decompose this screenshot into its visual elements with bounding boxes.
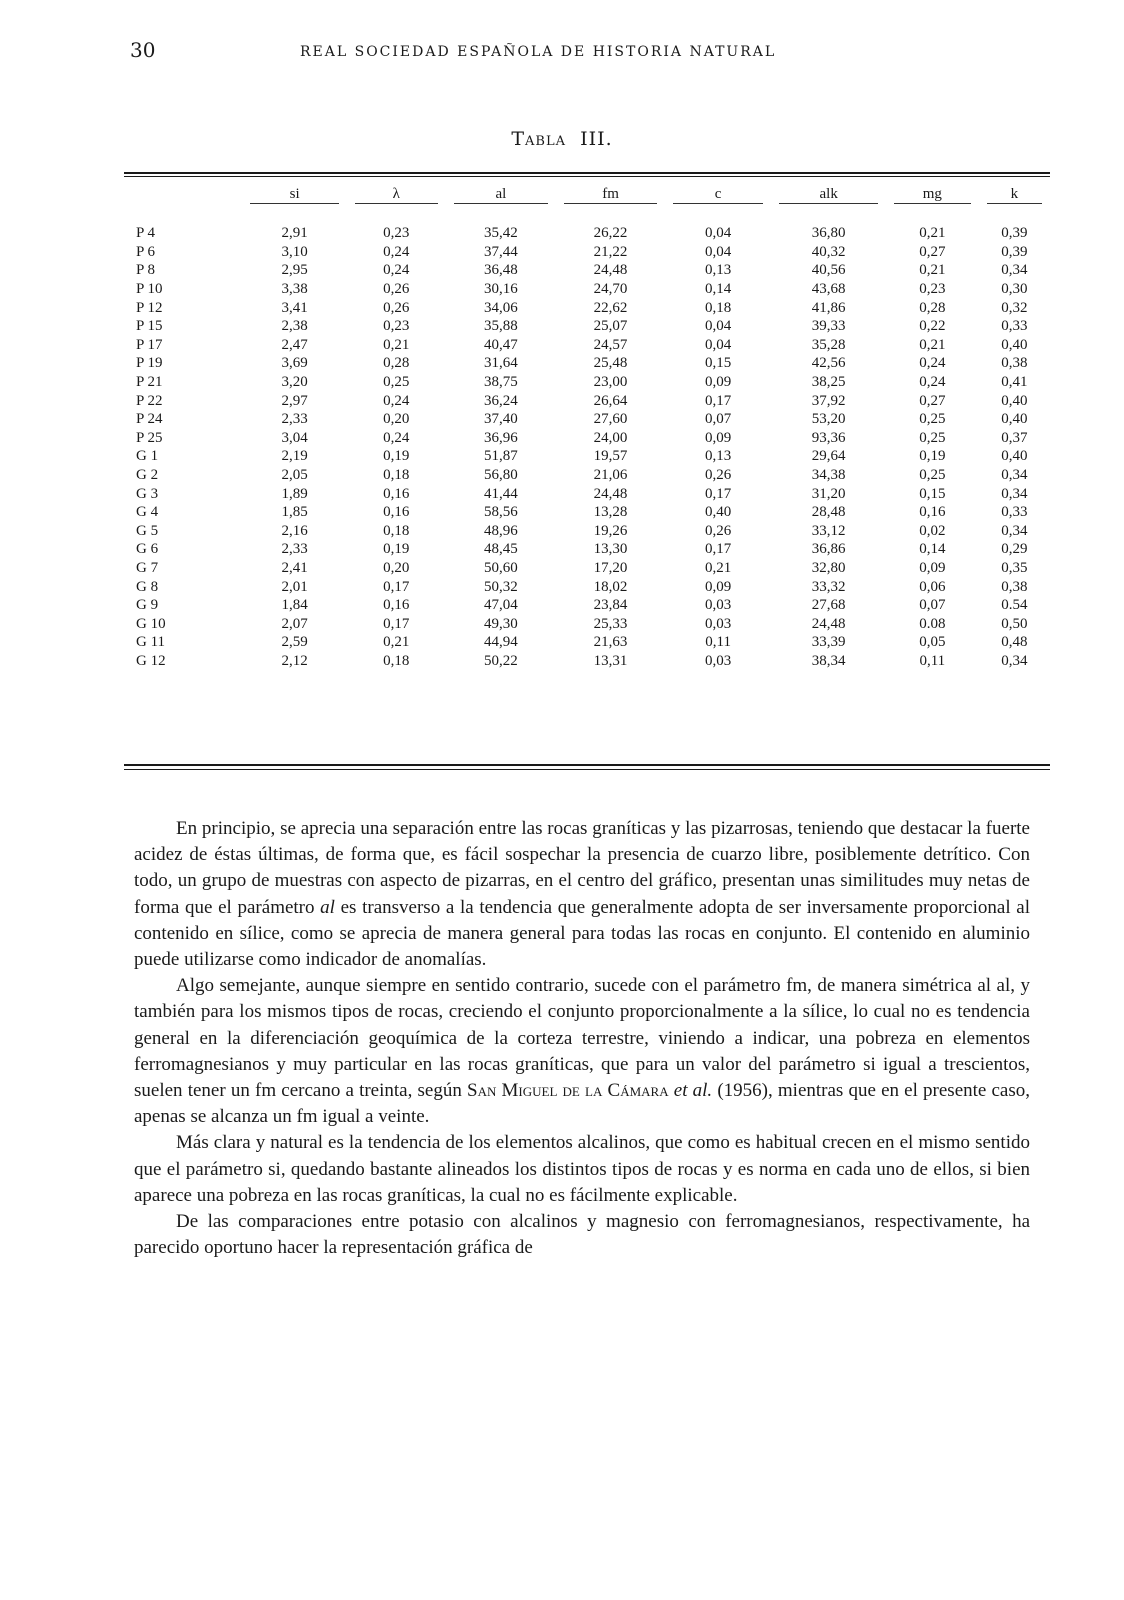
table-cell: 0.54: [1001, 597, 1028, 614]
table-cell: 0,20: [383, 411, 410, 428]
table-cell: 0,18: [383, 522, 410, 539]
table-cell: 0,25: [383, 374, 410, 391]
table-cell: 40,47: [484, 336, 518, 353]
table-cell: 0,32: [1001, 299, 1028, 316]
table-cell: 13,28: [593, 504, 628, 521]
row-label: G 5: [136, 522, 159, 539]
table-cell: 0,14: [919, 541, 946, 558]
table-top-rule-thin: [124, 176, 1050, 177]
table-cell: 25,07: [593, 318, 628, 335]
table-cell: 3,20: [281, 374, 308, 391]
table-cell: 36,48: [484, 262, 518, 279]
table-cell: 2,41: [281, 559, 308, 576]
row-label: G 8: [136, 578, 159, 595]
table-row: [124, 391, 1050, 410]
table-row: [124, 577, 1050, 596]
row-label: G 10: [136, 615, 166, 632]
table-cell: 0,19: [383, 541, 410, 558]
table-row: [124, 298, 1050, 317]
table-row: [124, 410, 1050, 429]
table-cell: 50,32: [484, 578, 518, 595]
table-cell: 0,17: [705, 485, 732, 502]
table-cell: 30,16: [484, 281, 518, 298]
table-cell: 33,32: [811, 578, 846, 595]
table-cell: 0,23: [919, 281, 946, 298]
table-row: [124, 243, 1050, 262]
table-row: [124, 503, 1050, 522]
table-cell: 0,03: [705, 615, 732, 632]
table-cell: 33,39: [811, 634, 846, 651]
table-cell: 0,06: [919, 578, 946, 595]
table-cell: 0,09: [919, 559, 946, 576]
table-cell: 27,68: [811, 597, 846, 614]
table-cell: 44,94: [484, 634, 518, 651]
table-top-rule: [124, 172, 1050, 174]
row-label: G 12: [136, 652, 166, 669]
table-cell: 0,30: [1001, 281, 1028, 298]
table-cell: 0,21: [919, 225, 946, 242]
table-cell: 24,48: [593, 262, 628, 279]
table-cell: 0,09: [705, 578, 732, 595]
row-label: P 24: [136, 411, 163, 428]
table-cell: 0,09: [705, 429, 732, 446]
table-cell: 37,92: [811, 392, 846, 409]
table-cell: 0,24: [919, 374, 946, 391]
column-header: alk: [771, 180, 886, 210]
row-label: G 9: [136, 597, 159, 614]
table-cell: 0,40: [1001, 411, 1028, 428]
table-cell: 48,45: [484, 541, 518, 558]
page-header: [0, 38, 1124, 68]
table-cell: 24,00: [593, 429, 628, 446]
table-cell: 0,38: [1001, 578, 1028, 595]
table-cell: 0,13: [705, 262, 732, 279]
table-cell: 28,48: [811, 504, 846, 521]
table-cell: 26,22: [593, 225, 628, 242]
table-title-initial: T: [511, 128, 526, 150]
table-cell: 0,27: [919, 392, 946, 409]
table-cell: 0,24: [383, 243, 410, 260]
table-cell: 0,07: [919, 597, 946, 614]
row-label: G 11: [136, 634, 166, 651]
table-cell: 0,24: [383, 392, 410, 409]
table-cell: 0,23: [383, 225, 410, 242]
data-table: [124, 180, 1050, 670]
column-header: al: [446, 180, 557, 210]
table-cell: 0,26: [383, 281, 410, 298]
table-cell: 47,04: [484, 597, 518, 614]
table-cell: 24,48: [593, 485, 628, 502]
table-cell: 0,27: [919, 243, 946, 260]
column-header: mg: [886, 180, 979, 210]
table-cell: 0,09: [705, 374, 732, 391]
table-cell: 24,70: [593, 281, 628, 298]
table-cell: 0,22: [919, 318, 946, 335]
table-cell: 2,38: [281, 318, 308, 335]
table-cell: 33,12: [811, 522, 846, 539]
table-cell: 48,96: [484, 522, 518, 539]
italic-et-al: et al.: [673, 1080, 713, 1102]
table-cell: 0,40: [1001, 448, 1028, 465]
header-label-cell: [124, 180, 242, 210]
table-cell: 2,12: [281, 652, 308, 669]
table-cell: 1,85: [281, 504, 308, 521]
table-cell: 0,17: [383, 578, 410, 595]
table-cell: 0,13: [705, 448, 732, 465]
column-header: si: [242, 180, 347, 210]
table-cell: 19,26: [593, 522, 628, 539]
italic-term: al: [320, 896, 335, 918]
table-cell: 3,69: [281, 355, 308, 372]
row-label: G 6: [136, 541, 159, 558]
table-cell: 43,68: [811, 281, 846, 298]
table-row: [124, 317, 1050, 336]
paragraph-1: En principio, se aprecia una separación entre las rocas graníticas y las pizarrosas, teniendo que destacar la fuerte acidez de éstas últimas, de forma que, es fácil sospechar la presencia de cuarzo libre, posiblemente detrítico. Con todo, un grupo de muestras con aspecto de pizarras, en el centro del gráfico, presentan unas similitudes muy netas de forma que el parámetro al es transverso a la tendencia que generalmente adopta de ser inversamente proporcional al contenido en sílice, como se aprecia de manera general para todas las rocas en conjunto. El contenido en aluminio puede utilizarse como indicador de anomalías.: [134, 818, 1030, 971]
table-cell: 31,64: [484, 355, 518, 372]
table-cell: 50,22: [484, 652, 518, 669]
table-cell: 0,04: [705, 336, 732, 353]
table-cell: 24,57: [593, 336, 628, 353]
table-cell: 3,04: [281, 429, 308, 446]
table-cell: 0,17: [705, 392, 732, 409]
table-cell: 0,40: [1001, 336, 1028, 353]
table-cell: 0,24: [383, 429, 410, 446]
table-cell: 34,06: [484, 299, 518, 316]
table-row: [124, 224, 1050, 243]
table-title: [0, 128, 1124, 150]
column-header: fm: [556, 180, 665, 210]
table-cell: 50,60: [484, 559, 518, 576]
table-cell: 0,02: [919, 522, 946, 539]
table-row: [124, 540, 1050, 559]
table-row: [124, 466, 1050, 485]
table-cell: 36,96: [484, 429, 518, 446]
table-cell: 35,28: [811, 336, 846, 353]
table-cell: 0,17: [383, 615, 410, 632]
table-cell: 0,21: [705, 559, 732, 576]
table-cell: 0,41: [1001, 374, 1028, 391]
table-cell: 0,18: [383, 652, 410, 669]
table-cell: 34,38: [811, 467, 846, 484]
table-cell: 35,42: [484, 225, 518, 242]
table-cell: 0,21: [919, 336, 946, 353]
table-row: [124, 596, 1050, 615]
table-cell: 0,19: [919, 448, 946, 465]
table-cell: 2,47: [281, 336, 308, 353]
table-cell: 0,34: [1001, 485, 1028, 502]
table-cell: 31,20: [811, 485, 846, 502]
table-cell: 0,21: [383, 634, 410, 651]
table-cell: 2,97: [281, 392, 308, 409]
table-cell: 22,62: [593, 299, 628, 316]
table-cell: 0,16: [919, 504, 946, 521]
table-cell: 2,91: [281, 225, 308, 242]
table-cell: 2,59: [281, 634, 308, 651]
table-cell: 0,34: [1001, 522, 1028, 539]
table-cell: 2,16: [281, 522, 308, 539]
table-cell: 21,63: [593, 634, 628, 651]
table-cell: 36,80: [811, 225, 846, 242]
table-body: [124, 210, 1050, 670]
table-cell: 0,26: [705, 522, 732, 539]
table-cell: 53,20: [811, 411, 846, 428]
table-cell: 1,84: [281, 597, 308, 614]
table-cell: 0,37: [1001, 429, 1028, 446]
table-cell: 0,04: [705, 318, 732, 335]
paragraph-3: Más clara y natural es la tendencia de los elementos alcalinos, que como es habitual crecen en el mismo sentido que el parámetro si, quedando bastante alineados los distintos tipos de rocas y es norma en cada uno de ellos, si bien aparece una pobreza en las rocas graníticas, la cual no es fácilmente explicable.: [134, 1132, 1030, 1206]
row-label: P 6: [136, 243, 156, 260]
table-cell: 13,31: [593, 652, 628, 669]
table-cell: 0,16: [383, 504, 410, 521]
table-cell: 38,25: [811, 374, 846, 391]
table-cell: 93,36: [811, 429, 846, 446]
table-cell: 2,07: [281, 615, 308, 632]
row-label: G 2: [136, 467, 159, 484]
table-cell: 0,34: [1001, 262, 1028, 279]
table-row: [124, 354, 1050, 373]
table-header-row: [124, 180, 1050, 210]
table-row: [124, 559, 1050, 578]
table-cell: 0,26: [383, 299, 410, 316]
table-cell: 0,35: [1001, 559, 1028, 576]
table-cell: 0,34: [1001, 467, 1028, 484]
table-cell: 2,95: [281, 262, 308, 279]
table-row: [124, 280, 1050, 299]
table-cell: 13,30: [593, 541, 628, 558]
table-cell: 0,18: [383, 467, 410, 484]
table-cell: 38,75: [484, 374, 518, 391]
table-cell: 0,17: [705, 541, 732, 558]
table-cell: 0,40: [705, 504, 732, 521]
row-label: P 17: [136, 336, 163, 353]
table-cell: 23,00: [593, 374, 628, 391]
table-cell: 26,64: [593, 392, 628, 409]
table-row: [124, 261, 1050, 280]
table-cell: 49,30: [484, 615, 518, 632]
table-cell: 40,56: [811, 262, 846, 279]
table-cell: 0,25: [919, 467, 946, 484]
table-cell: 0,15: [919, 485, 946, 502]
table-cell: 0,24: [919, 355, 946, 372]
table-cell: 36,86: [811, 541, 846, 558]
table-cell: 0,21: [919, 262, 946, 279]
table-cell: 0,48: [1001, 634, 1028, 651]
table-cell: 27,60: [593, 411, 628, 428]
table-cell: 41,86: [811, 299, 846, 316]
table-cell: 0,38: [1001, 355, 1028, 372]
table-cell: 24,48: [811, 615, 846, 632]
table-cell: 3,38: [281, 281, 308, 298]
table-cell: 36,24: [484, 392, 518, 409]
table-cell: 51,87: [484, 448, 518, 465]
table-cell: 0,11: [919, 652, 946, 669]
row-label: P 22: [136, 392, 163, 409]
table-cell: 0,15: [705, 355, 732, 372]
table-cell: 0,25: [919, 411, 946, 428]
table-cell: 29,64: [811, 448, 846, 465]
column-header: c: [665, 180, 772, 210]
table-cell: 0,34: [1001, 652, 1028, 669]
row-label: P 12: [136, 299, 163, 316]
table-cell: 0,19: [383, 448, 410, 465]
row-label: P 19: [136, 355, 163, 372]
table-cell: 42,56: [811, 355, 846, 372]
table-cell: 17,20: [593, 559, 628, 576]
table-row: [124, 633, 1050, 652]
column-header: λ: [347, 180, 446, 210]
row-label: G 7: [136, 559, 159, 576]
row-label: G 4: [136, 504, 159, 521]
table-row: [124, 614, 1050, 633]
row-label: G 1: [136, 448, 159, 465]
table-cell: 0,33: [1001, 318, 1028, 335]
table-cell: 35,88: [484, 318, 518, 335]
table-cell: 38,34: [811, 652, 846, 669]
table-row: [124, 336, 1050, 355]
table-cell: 0,18: [705, 299, 732, 316]
table-cell: 18,02: [593, 578, 628, 595]
table-row: [124, 429, 1050, 448]
row-label: P 25: [136, 429, 163, 446]
table-cell: 2,33: [281, 541, 308, 558]
table-row: [124, 522, 1050, 541]
table-cell: 37,40: [484, 411, 518, 428]
row-label: P 8: [136, 262, 156, 279]
table-title-small: ABLA: [525, 134, 566, 149]
table-cell: 0,40: [1001, 392, 1028, 409]
table-cell: 0,11: [705, 634, 731, 651]
row-label: G 3: [136, 485, 159, 502]
table-cell: 0,24: [383, 262, 410, 279]
table-cell: 2,05: [281, 467, 308, 484]
table-cell: 3,41: [281, 299, 308, 316]
table-cell: 0,25: [919, 429, 946, 446]
table-cell: 0,28: [383, 355, 410, 372]
table-cell: 40,32: [811, 243, 846, 260]
table-cell: 25,48: [593, 355, 628, 372]
table-row: [124, 373, 1050, 392]
paragraph-4: De las comparaciones entre potasio con alcalinos y magnesio con ferromagnesianos, respectivamente, ha parecido oportuno hacer la representación gráfica de: [134, 1211, 1030, 1259]
table-cell: 0,39: [1001, 243, 1028, 260]
table-cell: 23,84: [593, 597, 628, 614]
table-cell: 56,80: [484, 467, 518, 484]
table-row: [124, 652, 1050, 671]
table-cell: 21,06: [593, 467, 628, 484]
table-bottom-rule-thin: [124, 769, 1050, 770]
table-row: [124, 484, 1050, 503]
table-title-roman: III.: [580, 128, 613, 150]
table-cell: 0,23: [383, 318, 410, 335]
table-bottom-rule: [124, 764, 1050, 766]
table-cell: 0,20: [383, 559, 410, 576]
table-row: [124, 447, 1050, 466]
table-cell: 58,56: [484, 504, 518, 521]
row-label: P 4: [136, 225, 156, 242]
table-cell: 0,29: [1001, 541, 1028, 558]
table-cell: 0,26: [705, 467, 732, 484]
table-cell: 37,44: [484, 243, 518, 260]
table-cell: 1,89: [281, 485, 308, 502]
table-cell: 19,57: [593, 448, 628, 465]
table-cell: 0,07: [705, 411, 732, 428]
table-cell: 2,01: [281, 578, 308, 595]
table-cell: 2,33: [281, 411, 308, 428]
table-cell: 0,39: [1001, 225, 1028, 242]
table-cell: 2,19: [281, 448, 308, 465]
table-cell: 32,80: [811, 559, 846, 576]
table-cell: 39,33: [811, 318, 846, 335]
table-cell: 0,16: [383, 485, 410, 502]
table-cell: 0,28: [919, 299, 946, 316]
row-label: P 10: [136, 281, 163, 298]
table-cell: 25,33: [593, 615, 628, 632]
table-cell: 0,14: [705, 281, 732, 298]
table-cell: 41,44: [484, 485, 518, 502]
running-title: REAL SOCIEDAD ESPAÑOLA DE HISTORIA NATURAL: [300, 44, 777, 60]
table-cell: 0,21: [383, 336, 410, 353]
row-label: P 15: [136, 318, 163, 335]
paragraph-2: Algo semejante, aunque siempre en sentido contrario, sucede con el parámetro fm, de manera simétrica al al, y también para los mismos tipos de rocas, creciendo el conjunto proporcionalmente a la sílice, lo cual no es tendencia general en la diferenciación geoquímica de la corteza terrestre, viniendo a indicar, una pobreza en elementos ferromagnesianos y muy particular en las rocas graníticas, que para un valor del parámetro si igual a trescientos, suelen tener un fm cercano a treinta, según San Miguel de la Cámara et al. (1956), mientras que en el presente caso, apenas se alcanza un fm igual a veinte.: [134, 975, 1031, 1128]
author-citation: San Miguel de la Cámara: [467, 1080, 669, 1102]
body-text: [134, 816, 1030, 1261]
table-cell: 0,03: [705, 597, 732, 614]
table-cell: 0,03: [705, 652, 732, 669]
page-number: 30: [130, 38, 156, 62]
table-cell: 0,04: [705, 225, 732, 242]
table-cell: 21,22: [593, 243, 628, 260]
table-cell: 0,04: [705, 243, 732, 260]
table-cell: 0,16: [383, 597, 410, 614]
table-cell: 0.08: [919, 615, 946, 632]
row-label: P 21: [136, 374, 163, 391]
table-cell: 3,10: [281, 243, 308, 260]
table-cell: 0,05: [919, 634, 946, 651]
column-header: k: [979, 180, 1050, 210]
table-cell: 0,33: [1001, 504, 1028, 521]
table-cell: 0,50: [1001, 615, 1028, 632]
